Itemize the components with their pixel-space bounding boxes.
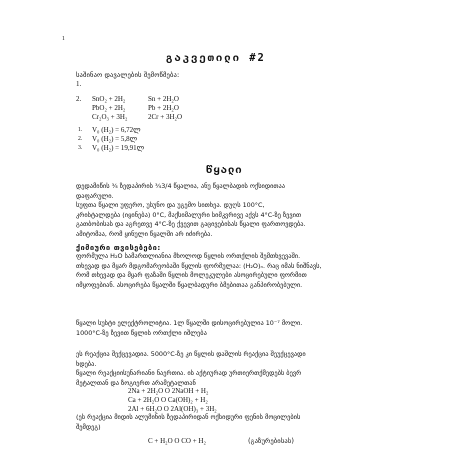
volume-number: 2. (78, 136, 83, 142)
paragraph-line: ამიტომაა, რომ ყინული წყალში არ იძირება. (76, 229, 213, 238)
reaction-number: 2. (76, 95, 82, 103)
paragraph-line: რომ თხევად და მყარ ფაზაში წყლის მოლეკულები ასოცირებული ფორმით (76, 271, 307, 280)
paragraph-line: დედამიწის ¾ ზედაპირის ¾3/4 წყალია, ანუ წყალბადის ოქსიდითაა (76, 182, 285, 190)
paragraph-line: (ეს რეაქცია მიდის ალუმინის ზედაპირიდან ოქსიდური ფენის მოცილების (76, 413, 301, 421)
reaction-right: Sn + 2H₂O (148, 95, 179, 103)
volume-value: V₀ (H₂) = 6,72ლ (92, 126, 141, 134)
metal-reaction: 2Al + 6H₂O O 2Al(OH)₃ + 3H₂ (128, 405, 217, 413)
chem-paragraph (76, 252, 394, 290)
paragraph-line: ხდება. (76, 359, 97, 368)
metal-reaction: 2Na + 2H₂O O 2NaOH + H₂ (128, 387, 209, 395)
electrolyte-paragraph (76, 319, 394, 338)
intro-paragraph (76, 182, 394, 240)
last-reaction-note: (გაზურებისას) (248, 437, 295, 445)
homework-item-number: 1. (76, 80, 82, 88)
decomposition-paragraph (76, 350, 394, 388)
paragraph-line: წყალი სუსტი ელექტროლიტია. 1ლ წყალში დისოცირებულია 10⁻⁷ მოლი. (76, 319, 303, 327)
chem-properties-heading: ქიმიური თვისებები: (76, 243, 161, 252)
last-reaction: C + H₂O O CO + H₂ (148, 437, 206, 445)
reaction-right: Pb + 2H₂O (148, 104, 179, 112)
paragraph-line: ფორმულა H₂O სამართლიანია მხოლოდ წყლის ორთქლის შემთხვევაში. (76, 252, 301, 260)
paragraph-line: წყალი რეაქციისუნარიანი ნაერთია. ის აქტიურად ურთიერთქმედებს ბევრ (76, 369, 302, 378)
volume-number: 3. (78, 145, 83, 151)
paragraph-line: შემდეგ) (76, 422, 101, 431)
reaction-right: 2Cr + 3H₂O (148, 113, 182, 121)
paragraph-line: იმყოფებიან. ასოცირება წყალში წყალბადური ბმებითაა განპირობებული. (76, 280, 303, 289)
volume-number: 1. (78, 127, 83, 133)
paragraph-line: თხევად და მყარ მდგომარეობაში წყლის ფორმულაა: (H₂O)ₙ. რაც იმას ნიშნავს, (76, 261, 322, 270)
metal-reaction: Ca + 2H₂O O Ca(OH)₂ + H₂ (128, 396, 208, 404)
volume-value: V₀ (H₂) = 5,8ლ (92, 135, 138, 143)
paragraph-line: სუფთა წყალი უფერო, უსუნო და უგემო სითხეა. დუღს 100°C, (76, 201, 265, 210)
reaction-left: SnO₂ + 2H₂ (92, 95, 126, 103)
page-number: 1 (62, 36, 65, 42)
volume-value: V₀ (H₂) = 19,91ლ (92, 144, 145, 152)
lesson-title: გაკვეთილი #2 (166, 52, 266, 64)
paragraph-line: მეტალთან და ზოგიერთ არამეტალთან (76, 378, 196, 387)
paragraph-line: გათბობისას და აგრეთვე 4°C-ზე ქვევით გაცივებისას წყალი ფართოვდება. (76, 220, 306, 229)
paragraph-line: კრისტალდება (იყინება) 0°C, მაქსიმალური სიმკვრივე აქვს 4°C-ზე ზევით (76, 210, 302, 219)
reaction-left: PbO₂ + 2H₂ (92, 104, 126, 112)
paragraph-line: 1000°C-ზე ზევით წყლის ორთქლი იშლება (76, 328, 207, 337)
reaction-left: Cr₂O₃ + 3H₂ (92, 113, 128, 121)
water-title: წყალი (206, 164, 243, 176)
paragraph-line: ეს რეაქცია შექცევადია. 5000°C-ზე კი წყლის დაშლის რეაქცია შეუქცევადი (76, 350, 306, 358)
paragraph-line: დაფარული. (76, 191, 114, 200)
note-paragraph (76, 413, 394, 432)
homework-label: საშინაო დავალების შემოწმება: (76, 71, 180, 79)
